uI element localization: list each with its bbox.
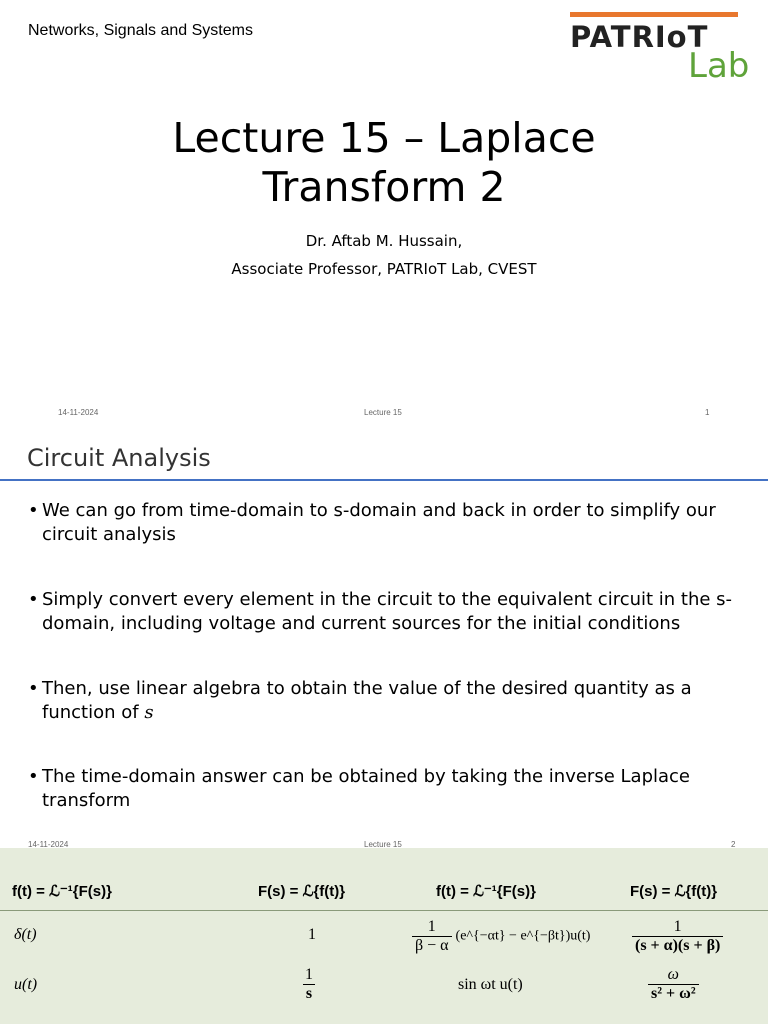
author-name: Dr. Aftab M. Hussain, xyxy=(305,232,463,250)
table-header-time: f(t) = ℒ⁻¹{F(s)} xyxy=(12,883,112,900)
footer-page-number: 1 xyxy=(705,408,710,417)
bullet-dot: • xyxy=(28,766,39,787)
logo-accent-bar xyxy=(570,12,738,17)
heading-divider xyxy=(0,479,768,481)
slide-title xyxy=(84,114,684,212)
course-name: Networks, Signals and Systems xyxy=(28,22,253,39)
fraction-numerator: 1 xyxy=(427,918,436,935)
table-cell xyxy=(648,966,699,1003)
cell-text: u(t) xyxy=(14,976,38,993)
logo-text-lab: Lab xyxy=(688,46,750,86)
bullet-text: The time-domain answer can be obtained by taking the inverse Laplace transform xyxy=(42,766,690,811)
footer-lecture: Lecture 15 xyxy=(364,840,402,848)
table-header-s: F(s) = ℒ{f(t)} xyxy=(630,883,718,900)
author-affiliation: Associate Professor, PATRIoT Lab, CVEST xyxy=(231,260,537,278)
bullet-item xyxy=(28,499,740,547)
table-header-s: F(s) = ℒ{f(t)} xyxy=(258,883,346,900)
bullet-text: We can go from time-domain to s-domain and back in order to simplify our circuit analysis xyxy=(42,500,716,545)
title-slide xyxy=(0,0,768,424)
fraction xyxy=(412,918,452,955)
footer-lecture: Lecture 15 xyxy=(364,408,402,417)
table-header-time: f(t) = ℒ⁻¹{F(s)} xyxy=(436,883,536,900)
cell-text: (e^{−αt} − e^{−βt})u(t) xyxy=(455,928,591,944)
fraction-denominator: s xyxy=(303,984,315,1003)
bullet-dot: • xyxy=(28,678,39,699)
bullet-item xyxy=(28,765,740,813)
footer-date: 14-11-2024 xyxy=(28,840,69,848)
fraction-numerator: ω xyxy=(667,966,679,983)
circuit-analysis-slide xyxy=(0,424,768,848)
laplace-table-slide xyxy=(0,848,768,1024)
table-header-divider xyxy=(0,910,768,911)
bullet-item xyxy=(28,677,740,725)
bullet-item xyxy=(28,588,740,636)
table-cell xyxy=(14,926,37,944)
bullet-dot: • xyxy=(28,500,39,521)
slide-heading: Circuit Analysis xyxy=(27,444,211,472)
fraction-denominator: β − α xyxy=(412,936,452,955)
fraction xyxy=(648,966,699,1003)
table-cell xyxy=(302,966,316,1003)
table-cell xyxy=(632,918,723,955)
table-cell xyxy=(14,976,37,994)
fraction-denominator: s² + ω² xyxy=(648,984,699,1003)
footer-date: 14-11-2024 xyxy=(58,408,99,417)
table-cell xyxy=(412,918,590,955)
bullet-text-main: Then, use linear algebra to obtain the value of the desired quantity as a function of xyxy=(42,678,692,723)
fraction-numerator: 1 xyxy=(305,966,313,983)
bullet-text: Simply convert every element in the circuit to the equivalent circuit in the s-domain, including voltage and current sources for the initial conditions xyxy=(42,589,733,634)
title-line-2: Transform 2 xyxy=(262,163,506,211)
fraction-numerator: 1 xyxy=(673,918,682,935)
bullet-text xyxy=(42,677,740,725)
bullet-dot: • xyxy=(28,589,39,610)
fraction xyxy=(632,918,723,955)
variable-s: s xyxy=(144,702,154,723)
table-cell: 1 xyxy=(308,926,316,943)
cell-text: δ(t) xyxy=(14,926,37,943)
fraction-denominator: (s + α)(s + β) xyxy=(632,936,723,955)
patriot-lab-logo xyxy=(568,12,750,86)
table-cell: sin ωt u(t) xyxy=(458,976,523,993)
title-line-1: Lecture 15 – Laplace xyxy=(172,114,596,162)
logo-text-patriot: PATRIoT xyxy=(570,20,709,54)
fraction xyxy=(302,966,316,1003)
footer-page-number: 2 xyxy=(731,840,736,848)
